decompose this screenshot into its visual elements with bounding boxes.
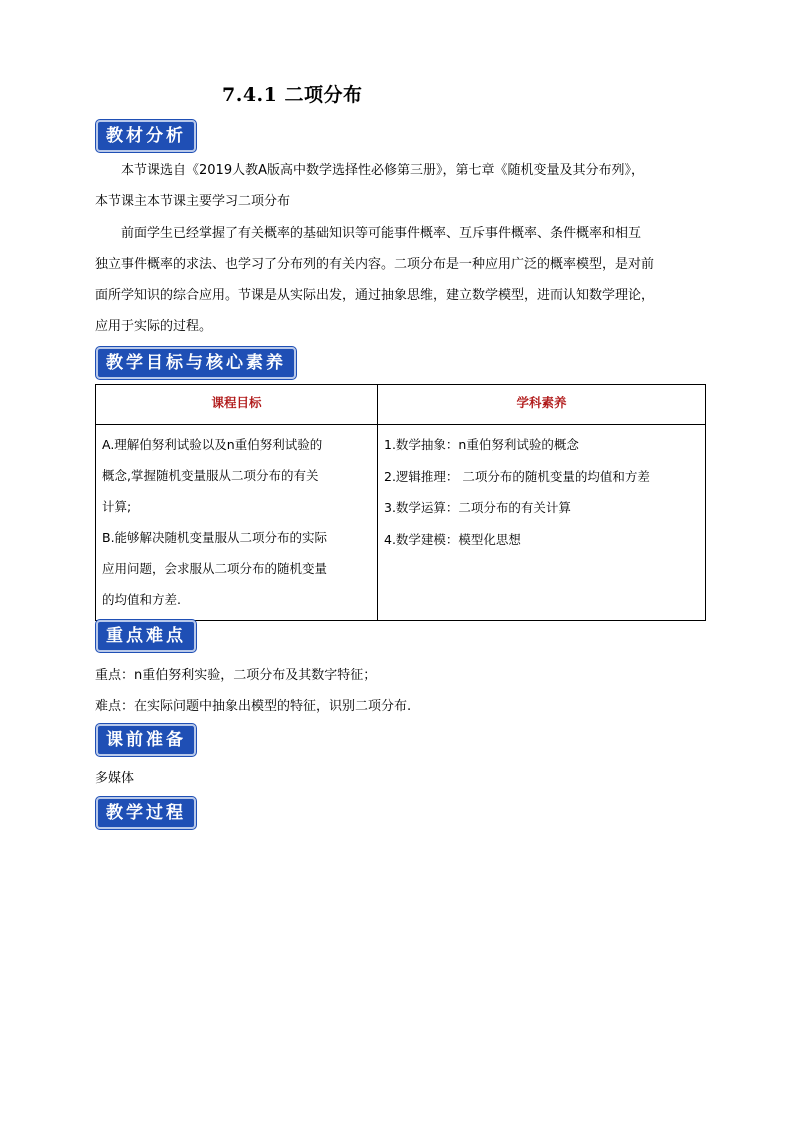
key-point-text: 重点：n重伯努利实验，二项分布及其数字特征；	[95, 668, 377, 683]
analysis-paragraph-1	[95, 155, 710, 217]
goals-table	[95, 384, 706, 621]
section-badge-goals: 教学目标与核心素养	[96, 347, 296, 379]
course-goal-line: 应用问题，会求服从二项分布的随机变量	[102, 561, 328, 576]
literacy-item: 3.数学运算：二项分布的有关计算	[384, 500, 571, 515]
analysis-p2-line1: 前面学生已经掌握了有关概率的基础知识等可能事件概率、互斥事件概率、条件概率和相互	[121, 226, 642, 241]
course-goal-line: 计算;	[102, 499, 132, 514]
document-title: 7.4.1 二项分布	[222, 84, 363, 106]
goals-table-header-row	[96, 385, 706, 425]
analysis-p2-line3: 面所学知识的综合应用。节课是从实际出发，通过抽象思维，建立数学模型，进而认知数学理论，	[95, 288, 655, 303]
course-goal-line: A.理解伯努利试验以及n重伯努利试验的	[102, 437, 323, 452]
literacy-item: 2.逻辑推理： 二项分布的随机变量的均值和方差	[384, 468, 650, 484]
analysis-p1-line2: 本节课主本节课主要学习二项分布	[95, 194, 291, 209]
course-goal-line: 的均值和方差.	[102, 592, 181, 607]
section-badge-analysis: 教材分析	[96, 120, 196, 152]
difficult-point-text: 难点：在实际问题中抽象出模型的特征，识别二项分布.	[95, 699, 412, 714]
analysis-paragraph-2	[95, 218, 710, 342]
literacy-item: 1.数学抽象：n重伯努利试验的概念	[384, 437, 579, 452]
course-goal-line: 概念,掌握随机变量服从二项分布的有关	[102, 468, 319, 483]
analysis-p2-line4: 应用于实际的过程。	[95, 319, 213, 334]
section-badge-process: 教学过程	[96, 797, 196, 829]
prep-text: 多媒体	[95, 771, 135, 786]
section-badge-prep: 课前准备	[96, 724, 196, 756]
literacy-cell	[378, 425, 706, 621]
literacy-item: 4.数学建模：模型化思想	[384, 531, 521, 547]
goals-header-course: 课程目标	[96, 385, 378, 425]
analysis-p2-line2: 独立事件概率的求法、也学习了分布列的有关内容。二项分布是一种应用广泛的概率模型，是对前	[95, 257, 655, 272]
section-badge-keypoints: 重点难点	[96, 620, 196, 652]
goals-header-literacy: 学科素养	[378, 385, 706, 425]
goals-table-row	[96, 425, 706, 621]
course-goals-cell	[96, 425, 378, 621]
course-goal-line: B.能够解决随机变量服从二项分布的实际	[102, 530, 328, 545]
analysis-p1-line1: 本节课选自《2019人教A版高中数学选择性必修第三册》，第七章《随机变量及其分布列》，	[121, 163, 644, 178]
